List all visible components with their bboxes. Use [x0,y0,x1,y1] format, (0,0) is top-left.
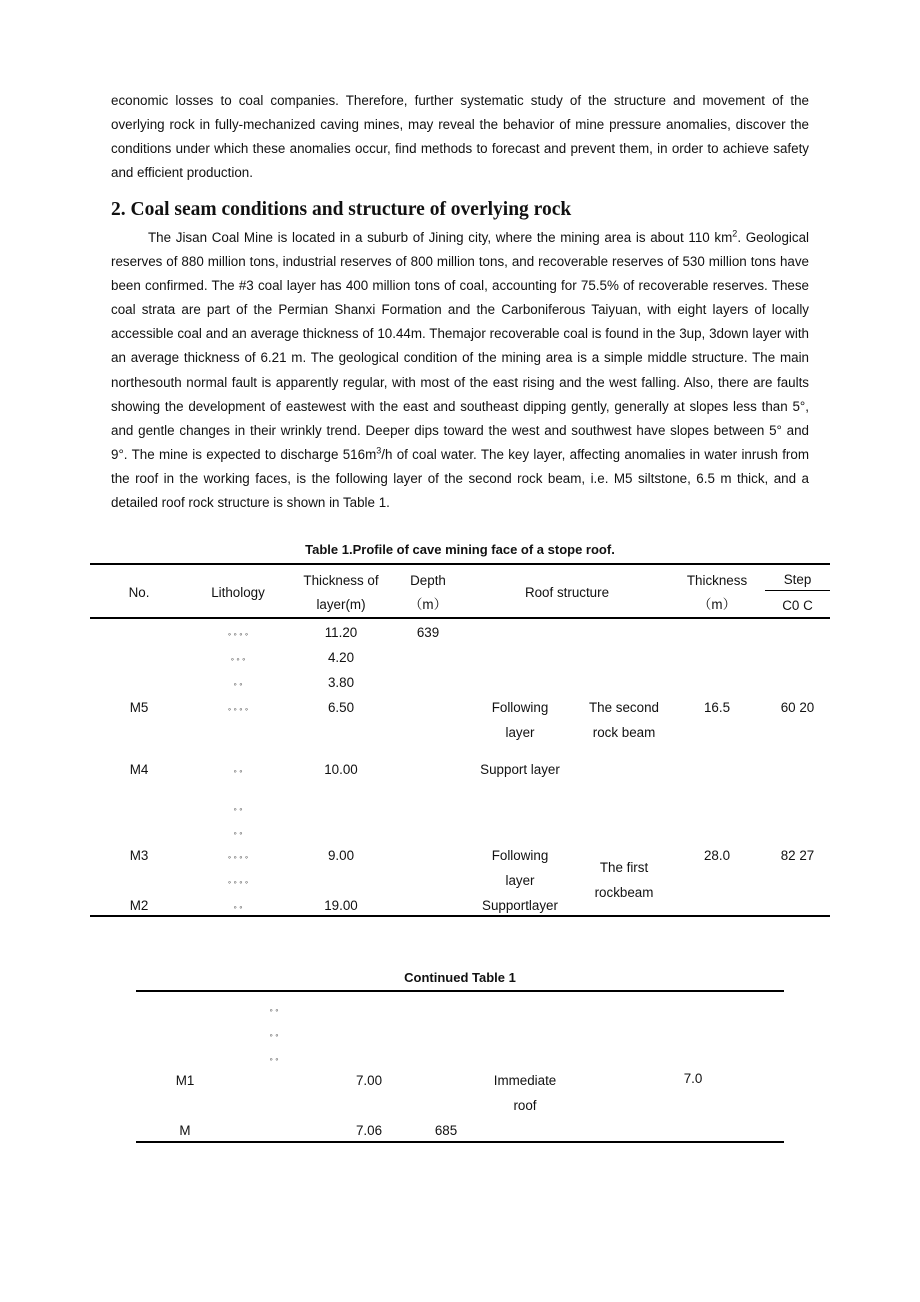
body-text-a: The Jisan Coal Mine is located in a suburb of Jining city, where the mining area is about 110 km [148,230,733,245]
depth-value: 639 [416,625,440,640]
layer-thickness: 6.50 [327,700,355,715]
lithology-pattern: ◦ ◦ ◦ ◦ [227,704,249,714]
layer-thickness: 11.20 [324,625,358,640]
intro-paragraph [111,89,809,185]
continued-table-caption: Continued Table 1 [404,970,516,985]
header-thickness-of-layer-2: layer(m) [316,597,366,612]
layer-thickness: 3.80 [327,675,355,690]
table1-top-rule [90,563,830,565]
lithology-pattern: ◦ ◦ [233,828,243,838]
header-roof-structure: Roof structure [524,585,610,600]
row-no-m5: M5 [129,700,149,715]
continued-top-rule [136,990,784,992]
group-step: 82 27 [780,848,815,863]
lithology-pattern: ◦ ◦ [233,902,243,912]
lithology-pattern: ◦ ◦ [233,679,243,689]
table1-caption: Table 1.Profile of cave mining face of a stope roof. [305,542,615,557]
roof-following-layer: Following layer [491,700,549,740]
section-heading: 2. Coal seam conditions and structure of overlying rock [111,199,572,220]
lithology-pattern: ◦ ◦ [233,804,243,814]
header-lithology: Lithology [211,585,265,600]
row-no-m3: M3 [129,848,149,863]
header-depth-2: （m） [409,597,447,612]
roof-immediate-roof: Immediate roof [493,1073,557,1113]
roof-support-layer: Support layer [480,762,560,777]
lithology-pattern: ◦ ◦ [269,1005,279,1015]
lithology-pattern: ◦ ◦ [269,1054,279,1064]
lithology-pattern: ◦ ◦ [233,766,243,776]
body-paragraph [111,226,809,515]
group-thickness: 28.0 [703,848,731,863]
depth-value: 685 [434,1123,458,1138]
group-step: 60 20 [780,700,815,715]
row-no-m: M [179,1123,191,1138]
roof-support-layer: Supportlayer [482,898,558,913]
header-step-sub: C0 C [782,598,813,613]
layer-thickness: 19.00 [324,898,358,913]
layer-thickness: 7.06 [355,1123,383,1138]
lithology-pattern: ◦ ◦ ◦ [230,654,246,664]
header-depth-1: Depth [410,573,446,588]
row-no-m4: M4 [129,762,149,777]
lithology-pattern: ◦ ◦ ◦ ◦ [227,629,249,639]
layer-thickness: 4.20 [327,650,355,665]
header-thickness-1: Thickness [686,573,748,588]
group-thickness: 16.5 [703,700,731,715]
header-thickness-2: （m） [698,597,736,612]
body-text [111,226,809,515]
header-step: Step [783,572,812,587]
lithology-pattern: ◦ ◦ ◦ ◦ [227,877,249,887]
intro-text: economic losses to coal companies. Therefore, further systematic study of the structure and movement of the overlying rock in fully-mechanized caving mines, may reveal the behavior of mine pressure anomalies, discover the conditions under which these anomalies occur, find methods to forecast and prevent them, in order to achieve safety and efficient production. [111,93,809,181]
lithology-pattern: ◦ ◦ [269,1030,279,1040]
layer-thickness: 7.00 [355,1073,383,1088]
lithology-pattern: ◦ ◦ ◦ ◦ [227,852,249,862]
row-no-m2: M2 [129,898,149,913]
body-text-c: /h of coal water. The key layer, affecting anomalies in water inrush from the roof in the working faces, is the following layer of the second rock beam, i.e. M5 siltstone, 6.5 m thick, and a detailed roof rock structure is shown in Table 1. [111,446,809,511]
layer-thickness: 10.00 [324,762,358,777]
superscript-2: 2 [732,228,738,239]
header-no: No. [128,585,150,600]
group-thickness: 7.0 [683,1071,703,1086]
header-thickness-of-layer-1: Thickness of [303,573,379,588]
roof-second-rock-beam: The second rock beam [589,700,659,740]
body-text-b: . Geological reserves of 880 million tons, industrial reserves of 800 million tons, and recoverable reserves of 530 million tons have been confirmed. The #3 coal layer has 400 million tons of coal, accounting for 75.5% of recoverable reserves. These coal strata are part of the Permian Shanxi Formation and the Carboniferous Taiyuan, with eight layers of locally accessible coal and an average thickness of 10.44m. Themajor recoverable coal is found in the 3up, 3down layer with an average thickness of 6.21 m. The geological condition of the mining area is a simple middle structure. The main northesouth normal fault is apparently regular, with most of the east rising and the west falling. Also, there are faults showing the development of eastewest with the east and southeast dipping gently, generally at slopes less than 5°, and gentle changes in their wrinkly trend. Deeper dips toward the west and southwest have slopes between 5° and 9°. The mine is expected to discharge 516m [111,230,809,462]
row-no-m1: M1 [175,1073,195,1088]
superscript-3: 3 [376,445,382,456]
roof-first-rock-beam: The first rockbeam [594,860,654,900]
roof-following-layer: Following layer [491,848,549,888]
layer-thickness: 9.00 [327,848,355,863]
